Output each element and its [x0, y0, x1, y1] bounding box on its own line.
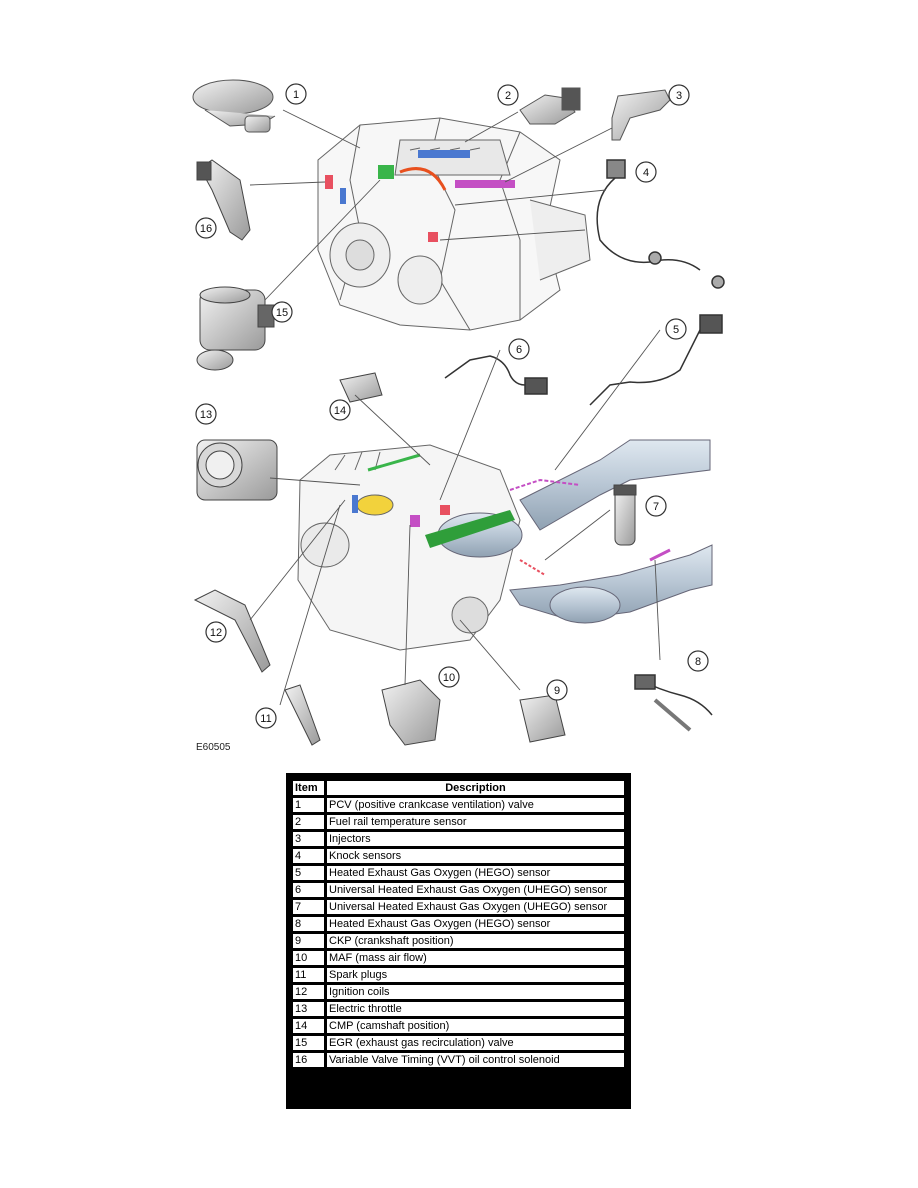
svg-text:1: 1 — [292, 89, 300, 101]
hego-sensor-8-illustration — [635, 675, 712, 730]
injector-illustration — [612, 90, 670, 140]
legend-row — [293, 849, 624, 863]
legend-item-number: 5 — [293, 866, 324, 880]
callout-1 — [286, 84, 306, 104]
legend-row — [293, 985, 624, 999]
callout-7 — [646, 496, 666, 516]
legend-item-description: Fuel rail temperature sensor — [327, 815, 624, 829]
callout-9 — [547, 680, 567, 700]
callout-3 — [669, 85, 689, 105]
legend-item-number: 3 — [293, 832, 324, 846]
legend-item-number: 12 — [293, 985, 324, 999]
callout-11 — [256, 708, 276, 728]
svg-text:11: 11 — [260, 713, 272, 725]
hego-sensor-5-illustration — [590, 315, 722, 405]
legend-item-number: 6 — [293, 883, 324, 897]
legend-item-description: Variable Valve Timing (VVT) oil control solenoid — [327, 1053, 624, 1067]
figure-id: E60505 — [196, 742, 231, 753]
legend-row — [293, 900, 624, 914]
svg-text:5: 5 — [672, 324, 680, 336]
upper-engine-illustration — [318, 118, 590, 330]
legend-row — [293, 832, 624, 846]
callout-6 — [509, 339, 529, 359]
legend-item-number: 2 — [293, 815, 324, 829]
legend-row — [293, 968, 624, 982]
legend-header-row — [293, 781, 624, 795]
legend-item-description: Injectors — [327, 832, 624, 846]
legend-item-description: Spark plugs — [327, 968, 624, 982]
callout-12 — [206, 622, 226, 642]
callout-13 — [196, 404, 216, 424]
svg-text:6: 6 — [515, 344, 523, 356]
fuel-rail-temp-sensor-illustration — [520, 88, 580, 124]
legend-row — [293, 934, 624, 948]
svg-text:13: 13 — [199, 409, 213, 421]
uhego-sensor-6-illustration — [445, 356, 547, 394]
legend-header-item: Item — [293, 781, 324, 795]
svg-text:3: 3 — [675, 90, 683, 102]
legend-item-number: 1 — [293, 798, 324, 812]
svg-text:12: 12 — [209, 627, 223, 639]
legend-item-description: Universal Heated Exhaust Gas Oxygen (UHEGO) sensor — [327, 900, 624, 914]
legend-item-description: Heated Exhaust Gas Oxygen (HEGO) sensor — [327, 917, 624, 931]
legend-item-description: Electric throttle — [327, 1002, 624, 1016]
legend-row — [293, 866, 624, 880]
knock-sensor-illustration — [597, 160, 724, 288]
callout-10 — [439, 667, 459, 687]
legend-row — [293, 1053, 624, 1067]
legend-item-number: 4 — [293, 849, 324, 863]
svg-text:7: 7 — [652, 501, 660, 513]
maf-sensor-illustration — [382, 680, 440, 745]
legend-item-number: 15 — [293, 1036, 324, 1050]
legend-row — [293, 798, 624, 812]
legend-row — [293, 1002, 624, 1016]
cmp-sensor-illustration — [340, 373, 382, 402]
legend-item-description: CMP (camshaft position) — [327, 1019, 624, 1033]
legend-item-number: 7 — [293, 900, 324, 914]
spark-plug-illustration — [285, 685, 320, 745]
svg-text:16: 16 — [199, 223, 213, 235]
legend-row — [293, 883, 624, 897]
legend-item-description: Universal Heated Exhaust Gas Oxygen (UHEGO) sensor — [327, 883, 624, 897]
legend-row — [293, 917, 624, 931]
callout-5 — [666, 319, 686, 339]
legend-item-number: 13 — [293, 1002, 324, 1016]
legend-row — [293, 951, 624, 965]
electric-throttle-illustration — [197, 440, 277, 500]
legend-item-number: 8 — [293, 917, 324, 931]
callout-4 — [636, 162, 656, 182]
pcv-valve-illustration — [193, 80, 275, 132]
legend-item-description: CKP (crankshaft position) — [327, 934, 624, 948]
svg-text:2: 2 — [504, 90, 512, 102]
svg-text:14: 14 — [333, 405, 347, 417]
legend-header-description: Description — [327, 781, 624, 795]
legend-item-number: 14 — [293, 1019, 324, 1033]
egr-valve-illustration — [197, 287, 274, 370]
legend-item-description: Knock sensors — [327, 849, 624, 863]
svg-text:8: 8 — [694, 656, 702, 668]
callout-2 — [498, 85, 518, 105]
legend-item-description: MAF (mass air flow) — [327, 951, 624, 965]
legend-table — [290, 778, 627, 1070]
legend-item-description: Ignition coils — [327, 985, 624, 999]
callout-8 — [688, 651, 708, 671]
legend-row — [293, 815, 624, 829]
legend-row — [293, 1019, 624, 1033]
legend-item-description: EGR (exhaust gas recirculation) valve — [327, 1036, 624, 1050]
legend-item-number: 16 — [293, 1053, 324, 1067]
callout-16 — [196, 218, 216, 238]
legend-item-number: 10 — [293, 951, 324, 965]
callout-15 — [272, 302, 292, 322]
svg-text:9: 9 — [553, 685, 561, 697]
svg-text:15: 15 — [275, 307, 289, 319]
legend-item-description: PCV (positive crankcase ventilation) valve — [327, 798, 624, 812]
legend-body — [293, 798, 624, 1067]
svg-text:4: 4 — [642, 167, 650, 179]
legend-item-number: 9 — [293, 934, 324, 948]
legend-row — [293, 1036, 624, 1050]
svg-text:10: 10 — [442, 672, 456, 684]
callout-14 — [330, 400, 350, 420]
uhego-sensor-7-illustration — [614, 485, 636, 545]
legend-item-number: 11 — [293, 968, 324, 982]
legend-item-description: Heated Exhaust Gas Oxygen (HEGO) sensor — [327, 866, 624, 880]
ckp-sensor-illustration — [520, 695, 565, 742]
legend-table-container — [286, 773, 631, 1109]
